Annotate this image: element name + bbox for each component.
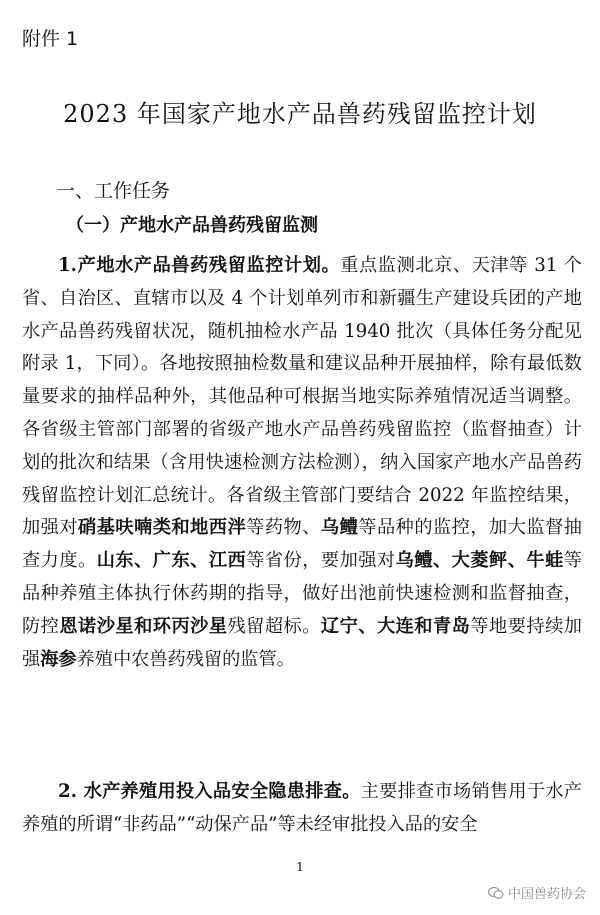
paragraph-lead: 1.产地水产品兽药残留监控计划。 — [58, 255, 341, 276]
watermark-text: 中国兽药协会 — [507, 887, 586, 902]
paragraph-input-inspection: 2. 水产养殖用投入品安全隐患排查。主要排查市场销售用于水产养殖的所谓“非药品”“动保产品”等未经审批投入品的安全 — [22, 781, 582, 835]
attachment-label: 附件 1 — [22, 28, 79, 50]
section-heading: 一、工作任务 — [56, 180, 171, 202]
page-number: 1 — [296, 860, 304, 874]
document-title: 2023 年国家产地水产品兽药残留监控计划 — [63, 100, 537, 128]
paragraph-lead: 2. 水产养殖用投入品安全隐患排查。 — [58, 781, 361, 802]
paragraph-monitoring-plan: 1.产地水产品兽药残留监控计划。重点监测北京、天津等 31 个省、自治区、直辖市以及 4 个计划单列市和新疆生产建设兵团的产地水产品兽药残留状况，随机抽检水产品 1940 批次（具体任务分配见附录 1，下同）。各地按照抽检数量和建议品种开展抽样，除有最低数量要求的抽样品种外，其他品种可根据当地实际养殖情况适当调整。各省级主管部门部署的省级产地水产品兽药残留监控（监督抽查）计划的批次和结果（含用快速检测方法检测），纳入国家产地水产品兽药残留监控计划汇总统计。各省级主管部门要结合 2022 年监控结果，加强对硝基呋喃类和地西泮等药物、乌鳢等品种的监控，加大监督抽查力度。山东、广东、江西等省份，要加强对乌鳢、大菱鲆、牛蛙等品种养殖主体执行休药期的指导，做好出池前快速检测和监督抽查，防控恩诺沙星和环丙沙星残留超标。辽宁、大连和青岛等地要持续加强海参养殖中农兽药残留的监管。 — [22, 255, 582, 670]
subsection-heading: （一）产地水产品兽药残留监测 — [66, 215, 318, 236]
wechat-icon — [488, 886, 504, 900]
watermark — [488, 883, 586, 902]
